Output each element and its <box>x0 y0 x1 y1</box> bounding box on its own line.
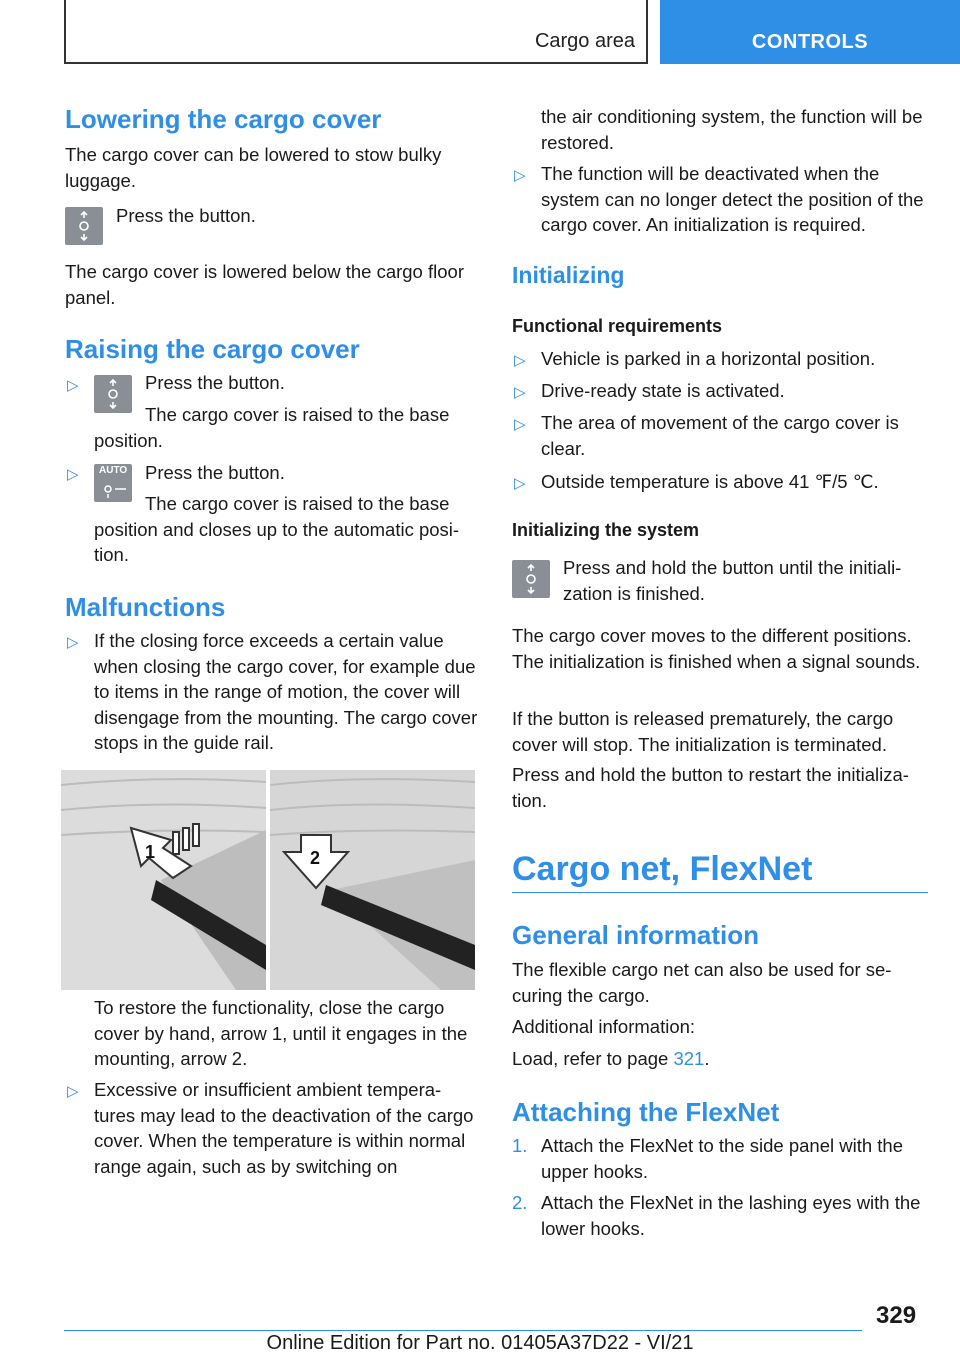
press-hold-text: Press and hold the button until the initiali‐zation is finished. <box>563 557 902 604</box>
malfunction-2: Excessive or insufficient ambient tempera‐tures may lead to the deactivation of the cargo cover. When the temperature is within normal range again, such as by switching on <box>94 1079 474 1177</box>
requirement-1: Vehicle is parked in a horizontal position. <box>541 348 876 369</box>
bullet-icon: ▷ <box>514 384 526 401</box>
cargo-cover-button-icon <box>65 207 103 245</box>
bullet-icon: ▷ <box>514 352 526 369</box>
para-additional: Additional information: <box>512 1016 696 1037</box>
bullet-icon: ▷ <box>514 416 526 433</box>
step-2: Attach the FlexNet in the lashing eyes with the lower hooks. <box>541 1192 921 1239</box>
heading-raising: Raising the cargo cover <box>65 334 360 364</box>
para-flexible: The flexible cargo net can also be used for se‐curing the cargo. <box>512 959 892 1006</box>
step-1: Attach the FlexNet to the side panel with the upper hooks. <box>541 1135 903 1182</box>
bullet-icon: ▷ <box>514 167 526 184</box>
bullet-icon: ▷ <box>514 475 526 492</box>
heading-lowering: Lowering the cargo cover <box>65 104 382 134</box>
step-number: 1. <box>512 1135 528 1156</box>
raise2-line-b: The cargo cover is raised to the base position and closes up to the automatic posi‐tion. <box>94 493 460 565</box>
figure-label-1: 1 <box>145 842 156 862</box>
restore-text: To restore the functionality, close the cargo cover by hand, arrow 1, until it engages in the mounting, arrow 2. <box>94 997 468 1069</box>
step-number: 2. <box>512 1192 528 1213</box>
load-text: Load, refer to page <box>512 1048 674 1069</box>
page-link[interactable]: 321 <box>673 1048 705 1069</box>
para-restart: Press and hold the button to restart the initializa‐tion. <box>512 764 909 811</box>
page-number: 329 <box>876 1302 917 1329</box>
malfunction-3: The function will be deactivated when the system can no longer detect the position of the cargo cover. An initialization is required. <box>541 163 924 235</box>
malfunction-1: If the closing force exceeds a certain value when closing the cargo cover, for example due to items in the range of motion, the cover will disengage from the mounting. The cargo cover stops in the guide rail. <box>94 630 478 753</box>
para-lowering: The cargo cover can be lowered to stow bulky luggage. <box>65 144 442 191</box>
para-moves: The cargo cover moves to the different positions. The initialization is finished when a signal sounds. <box>512 625 921 672</box>
requirement-4: Outside temperature is above 41 ℉/5 ℃. <box>541 471 879 492</box>
para-lowered: The cargo cover is lowered below the cargo floor panel. <box>65 261 464 308</box>
footer-edition: Online Edition for Part no. 01405A37D22 - VI/21 <box>266 1332 694 1354</box>
heading-cargo-net: Cargo net, FlexNet <box>512 850 813 888</box>
section-title: Cargo area <box>534 30 635 52</box>
para-load <box>512 1046 710 1072</box>
bullet-icon: ▷ <box>67 634 79 651</box>
heading-general-information: General information <box>512 920 760 950</box>
chapter-tab[interactable]: CONTROLS <box>660 0 960 64</box>
footer-rule <box>64 1330 862 1331</box>
auto-label: AUTO <box>99 465 128 476</box>
heading-functional-requirements: Functional requirements <box>512 316 723 336</box>
raise1-line-a: Press the button. <box>145 372 285 393</box>
heading-attaching: Attaching the FlexNet <box>512 1097 780 1127</box>
malfunction-2-cont: the air conditioning system, the function will be restored. <box>541 106 923 153</box>
heading-initializing-system: Initializing the system <box>512 520 700 540</box>
bullet-icon: ▷ <box>67 466 79 483</box>
press-button-text: Press the button. <box>116 205 256 226</box>
heading-initializing: Initializing <box>512 262 625 288</box>
para-released: If the button is released prematurely, the cargo cover will stop. The initialization is terminated. <box>512 708 894 755</box>
cargo-cover-button-icon <box>512 560 550 598</box>
raise2-line-a: Press the button. <box>145 462 285 483</box>
requirement-3: The area of movement of the cargo cover is clear. <box>541 412 899 459</box>
bullet-icon: ▷ <box>67 1083 79 1100</box>
heading-rule <box>512 892 928 893</box>
load-end: . <box>704 1048 710 1069</box>
figure-label-2: 2 <box>310 848 321 868</box>
raise1-line-b: The cargo cover is raised to the base position. <box>94 404 450 451</box>
bullet-icon: ▷ <box>67 377 79 394</box>
requirement-2: Drive-ready state is activated. <box>541 380 785 401</box>
cargo-cover-illustration <box>61 770 475 990</box>
heading-malfunctions: Malfunctions <box>65 592 226 622</box>
